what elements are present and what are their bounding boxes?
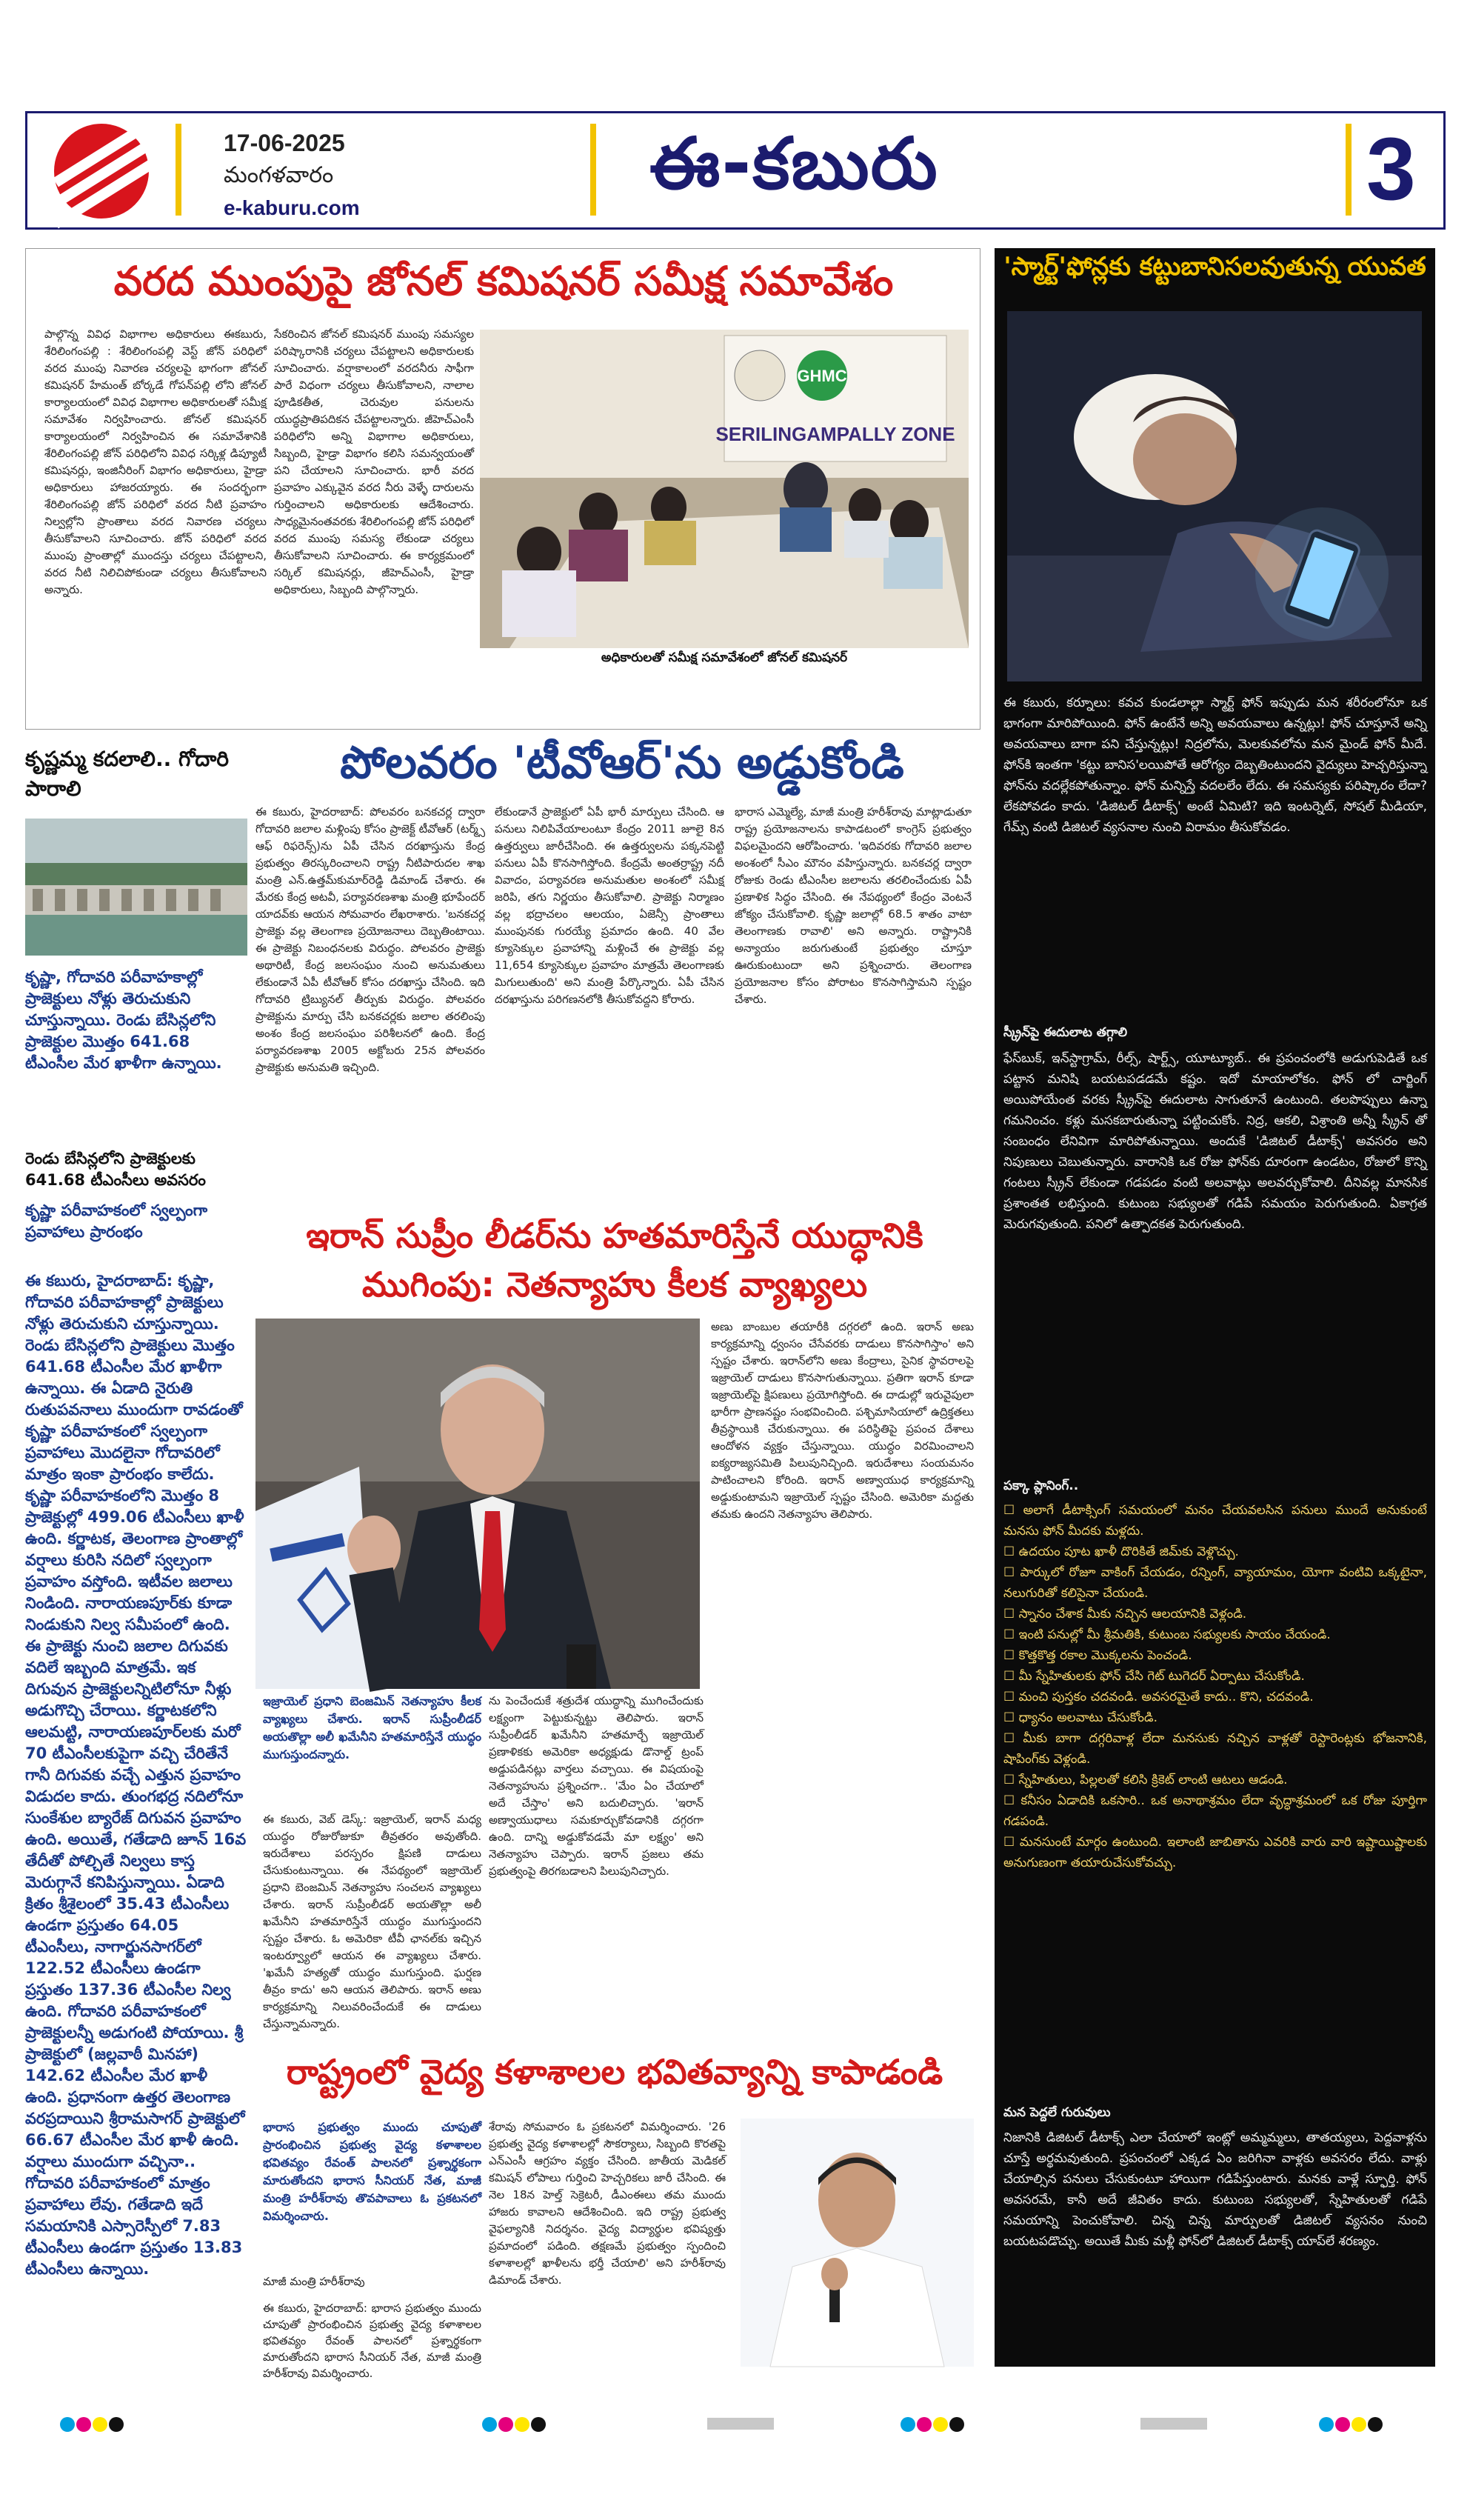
print-color-bar [481,2416,600,2436]
print-color-bar [900,2416,1018,2436]
site-url[interactable]: e-kaburu.com [224,196,360,219]
sidebar-checklist [1003,1500,1427,2093]
dam-illustration [25,819,247,956]
story-netanyahu-headline[interactable]: ఇరాన్ సుప్రీం లీడర్‌ను హతమారిస్తేనే యుద్ధానికి ముగింపు: నెతన్యాహు కీలక వ్యాఖ్యలు [306,1216,923,1304]
left-column-para3: కృష్ణా పరీవాహకంలో స్వల్పంగా ప్రవాహాలు ప్రారంభం [25,1201,208,1241]
print-color-bar [59,2416,178,2436]
checklist-text: ధ్యానం అలవాటు చేసుకోండి. [1018,1710,1158,1725]
site-logo[interactable] [54,124,149,219]
print-gray-bar [707,2418,774,2430]
story-zonal-review-col1: పాల్గొన్న వివిధ విభాగాల అధికారులు ఈకబురు, శేరిలింగంపల్లి : శేరిలింగంపల్లి వెస్ట్ జోన్ పరిధిలో వరద ముంపు నివారణ చర్యలపై భాగంగా జోనల్ కమిషనర్ హేమంత్ బోర్కడే గోపన్‌పల్లి లోని జోనల్ కార్యాలయంలో వివిధ విభాగాల అధికారులతో సమీక్ష సమావేశం నిర్వహించారు. జోనల్ కమిషనర్ కార్యాలయంలో నిర్వహించిన ఈ సమావేశానికి శేరిలింగంపల్లి జోన్ పరిధిలోని వివిధ సర్కిళ్ల డిప్యూటీ కమిషనర్లు, ఇంజినీరింగ్ విభాగం అధికారులు, హైడ్రా అధికారులు హాజరయ్యారు. ఈ సందర్భంగా శేరిలింగంపల్లి జోన్ పరిధిలో వరద నీటి ప్రవాహం నిల్వల్లోని ప్రాంతాలు వరద నివారణ చర్యలు తీసుకోవాలని సూచించారు. జోన్ పరిధిలో వరద ముంపు ప్రాంతాల్లో ముందస్తు చర్యలు చేపట్టాలని, వరద నీటి నిలిచిపోకుండా చర్యలు తీసుకోవాలని అన్నారు. [44,327,267,596]
checklist-item: ☐ కొత్తకొత్త రకాల మొక్కలను పెంచండి. [1003,1648,1192,1663]
left-column-headline[interactable]: కృష్ణమ్మ కదలాలి.. గోదారి పారాలి [25,747,229,801]
checklist-text: స్నానం చేశాక మీకు నచ్చిన ఆలయానికి వెళ్లండి. [1018,1607,1247,1621]
story-polavaram-col3: భారాస ఎమ్మెల్యే, మాజీ మంత్రి హరీశ్‌రావు మాట్లాడుతూ రాష్ట్ర ప్రయోజనాలను కాపాడటంలో కాంగ్రెస్ ప్రభుత్వం విఫలమైందని ఆరోపించారు. 'ఇదివరకు గోదావరి జలాల అంశంలో సీఎం మౌనం వహిస్తున్నారు. బనకచర్ల ద్వారా రోజుకు రెండు టీఎంసీల జలాలను తరలించేందుకు ఏపీ ప్రణాళిక సిద్ధం చేసింది. ఈ నేపథ్యంలో కేంద్రం వెంటనే జోక్యం చేసుకోవాలి. కృష్ణా జలాల్లో 68.5 శాతం వాటా తెలంగాణకు రావాలి' అని అన్నారు. రాష్ట్రానికి అన్యాయం జరుగుతుంటే ప్రభుత్వం చూస్తూ ఊరుకుంటుందా అని ప్రశ్నించారు. తెలంగాణ ప్రయోజనాల కోసం పోరాటం కొనసాగిస్తామని స్పష్టం చేశారు. [735,805,972,1006]
story-medical-colleges-col1: ఈ కబురు, హైదరాబాద్: భారాస ప్రభుత్వం ముందు చూపుతో ప్రారంభించిన ప్రభుత్వ వైద్య కళాశాలల భవితవ్యం రేవంత్ పాలనలో ప్రశ్నార్థకంగా మారుతోందని భారాస సీనియర్ నేత, మాజీ మంత్రి హరీశ్‌రావు విమర్శించారు. [263,2301,481,2380]
checklist-text: కనీసం ఏడాదికి ఒకసారి.. ఒక అనాథాశ్రమం లేదా వృద్ధాశ్రమంలో ఒక రోజు పూర్తిగా గడపండి. [1003,1793,1427,1829]
sidebar-intro: ఈ కబురు, కర్నూలు: కవచ కుండలాల్లా స్మార్ట్ ఫోన్ ఇప్పుడు మన శరీరంలోనూ ఒక భాగంగా మారిపోయింది. ఫోన్ ఉంటేనే అన్ని అవయవాలు ఉన్నట్లు! ఫోన్ చూస్తూనే అన్ని అవయవాలు బాగా పని చేస్తున్నట్లు! నిద్రలోను, మెలకువలోను మన మైండ్ ఫోన్ మీదే. ఫోన్‌కి ఇంతగా 'కట్టు బానిస'లయిపోతే ఆరోగ్యం దెబ్బతింటుందని వైద్యులు హెచ్చరిస్తున్నా ఫోన్‌ను వదల్లేకపోతున్నాం. ఫోన్ మన్నిస్తే వదలలేం లేదు. ఈ సమస్యకు పరిష్కారం లేదా? లేకపోవడం కాదు. 'డిజిటల్ డీటాక్స్' అంటే ఏమిటి? ఇది ఇంటర్నెట్, సోషల్ మీడియా, గేమ్స్ వంటి డిజిటల్ వ్యసనాల నుంచి విరామం తీసుకోవడం. [1003,696,1427,835]
story-polavaram-col2: లేకుండానే ప్రాజెక్టులో ఏపీ భారీ మార్పులు చేసింది. ఆ పనులు నిలిపివేయాలంటూ కేంద్రం 2011 జూలై 8న ఉత్తర్వులు జారీచేసింది. ఈ ఉత్తర్వులను పక్కనపెట్టి పనులు ఏపీ కొనసాగిస్తోంది. కేంద్రమే అంతర్రాష్ట్ర నదీ వివాదం, పర్యావరణ అనుమతుల అంశంలో సమీక్ష జరిపి, తగు నిర్ణయం తీసుకోవాలి. ప్రాజెక్టు నిర్మాణం వల్ల భద్రాచలం ఆలయం, ఏజెన్సీ ప్రాంతాలు ముంపునకు గురయ్యే ప్రమాదం ఉంది. 40 వేల క్యూసెక్కుల ప్రవాహాన్ని మళ్లించే ఈ ప్రాజెక్టు వల్ల 11,654 క్యూసెక్కుల ప్రవాహం మాత్రమే తెలంగాణకు మిగులుతుంది' అని మంత్రి పేర్కొన్నారు. ఏపీ చేసిన దరఖాస్తును పరిగణనలోకి తీసుకోవద్దని కోరారు. [495,805,724,1006]
story-medical-colleges-headline[interactable]: రాష్ట్రంలో వైద్య కళాశాలల భవితవ్యాన్ని కాపాడండి [286,2052,943,2092]
sidebar-headline[interactable]: 'స్మార్ట్'ఫోన్లకు కట్టుబానిసలవుతున్న యువత [1003,252,1426,281]
portrait-illustration [741,2119,974,2367]
masthead-divider [1346,124,1352,216]
checklist-text: మీకు బాగా దగ్గరివాళ్ల లేదా మనసుకు నచ్చిన వాళ్లతో రెస్టారెంట్లకు భోజనానికి, షాపింగ్‌కు వెళ్లండి. [1003,1731,1427,1767]
netanyahu-photo [255,1319,700,1689]
sidebar-subhead-screen: స్క్రీన్‌పై ఈదులాట తగ్గాలి [1003,1025,1128,1040]
dam-photo [25,819,247,956]
masthead-divider [590,124,596,216]
sidebar-body-elders: నిజానికి డిజిటల్ డీటాక్స్ ఎలా చేయాలో ఇంట్లో అమ్మమ్మలు, తాతయ్యలు, పెద్దవాళ్లను చూస్తే అర్థమవుతుంది. ప్రపంచంలో ఎక్కడ ఏం జరిగినా వాళ్లకు అవసరం లేదు. వాళ్లు చేయాల్సిన పనులు చేసుకుంటూ హాయిగా గడిపేస్తుంటారు. మనకు వాళ్లే స్ఫూర్తి. ఫోన్ అవసరమే, కానీ అదే జీవితం కాదు. కుటుంబ సభ్యులతో, స్నేహితులతో గడిపే సమయాన్ని పెంచుకోవాలి. చిన్న చిన్న మార్పులతో డిజిటల్ వ్యసనం నుంచి బయటపడొచ్చు. అయితే మీకు మళ్లీ ఫోన్‌లో డిజిటల్ డీటాక్స్ యాప్‌లే శరణ్యం. [1003,2130,1427,2249]
story-zonal-review-col2: సేకరించిన జోనల్ కమిషనర్ ముంపు సమస్యల పరిష్కారానికి చర్యలు చేపట్టాలని అధికారులకు సూచించారు. వర్షాకాలంలో వరదనీరు సాఫీగా పారే విధంగా చర్యలు తీసుకోవాలని, నాలాల పూడికతీత, చెరువుల పనులను యుద్ధప్రాతిపదికన చేపట్టాలన్నారు. జీహెచ్ఎంసీ పరిధిలోని అన్ని విభాగాల అధికారులు, సిబ్బంది, హైడ్రా విభాగం కలిసి సమన్వయంతో పని చేయాలని సూచించారు. భారీ వరద ప్రవాహం ఎక్కువైన వరద నీరు వెళ్ళే దారులను గుర్తించాలని అధికారులకు ఆదేశించారు. సాధ్యమైనంతవరకు శేరిలింగంపల్లి జోన్ పరిధిలో వరద ముంపు సమస్య లేకుండా చర్యలు తీసుకోవాలని సూచించారు. ఈ కార్యక్రమంలో సర్కిల్ కమిషనర్లు, జీహెచ్ఎంసీ, హైడ్రా అధికారులు, సిబ్బంది పాల్గొన్నారు. [274,327,474,596]
story-zonal-review-headline[interactable]: వరద ముంపుపై జోనల్ కమిషనర్ సమీక్ష సమావేశం [113,258,894,304]
checklist-item: ☐ మంచి పుస్తకం చదవండి. అవసరమైతే కాదు.. కొని, చదవండి. [1003,1690,1314,1704]
story-medical-colleges-lead: భారాస ప్రభుత్వం ముందు చూపుతో ప్రారంభించిన ప్రభుత్వ వైద్య కళాశాలల భవితవ్యం రేవంత్ పాలనలో ప్రశ్నార్థకంగా మారుతోందని భారాస సీనియర్ నేత, మాజీ మంత్రి హరీశ్‌రావు తొవపావాలు ఓ ప్రకటనలో విమర్శించారు. [263,2120,481,2223]
checklist-item: ☐ మీకు బాగా దగ్గరివాళ్ల లేదా మనసుకు నచ్చిన వాళ్లతో రెస్టారెంట్లకు భోజనానికి, షాపింగ్‌కు వెళ్లండి. [1003,1731,1427,1767]
sidebar-illustration [1007,311,1422,681]
checklist-item: ☐ మనసుంటే మార్గం ఉంటుంది. ఇలాంటి జాబితాను ఎవరికి వారు వారి ఇష్టాయిష్టాలకు అనుగుణంగా తయారుచేసుకోవచ్చు. [1003,1835,1427,1870]
sidebar-body-screen: ఫేస్‌బుక్, ఇన్‌స్టాగ్రామ్, రీల్స్, షార్ట్స్, యూట్యూబ్.. ఈ ప్రపంచంలోకి అడుగుపెడితే ఒక పట్టాన మనిషి బయటపడడమే కష్టం. ఇదో మాయాలోకం. ఫోన్ లో చార్జింగ్ అయిపోయేంత వరకు స్క్రీన్‌పై ఈదులాట సాగుతూనే ఉంటుంది. తలపొప్పులు ఉన్నా గమనించం. కళ్లు మసకబారుతున్నా పట్టించుకోం. నిద్ర, ఆకలి, విశ్రాంతి అన్నీ స్క్రీన్ తో సంబంధం లేనివిగా మారిపోతున్నాయి. అందుకే 'డిజిటల్ డీటాక్స్' అవసరం అని నిపుణులు చెబుతున్నారు. వారానికి ఒక రోజు ఫోన్‌కు దూరంగా ఉండటం, రోజులో కొన్ని గంటలు స్క్రీన్ లేకుండా గడపడం వంటి అలవాట్లు అలవర్చుకోవాలి. దీనివల్ల మానసిక ప్రశాంతత లభిస్తుంది. కుటుంబ సభ్యులతో గడిపే సమయం పెరుగుతుంది. ఏకాగ్రత మెరుగవుతుంది. పనిలో ఉత్పాదకత పెరుగుతుంది. [1003,1051,1427,1232]
checklist-text: ఉదయం పూట ఖాళీ దొరికితే జిమ్‌కు వెళ్లొచ్చు. [1018,1544,1239,1559]
checklist-item: ☐ కనీసం ఏడాదికి ఒకసారి.. ఒక అనాథాశ్రమం లేదా వృద్ధాశ్రమంలో ఒక రోజు పూర్తిగా గడపండి. [1003,1793,1427,1829]
issue-weekday: మంగళవారం [224,162,334,188]
meeting-illustration [480,330,969,648]
speaker-illustration [255,1319,700,1689]
story-polavaram-headline[interactable]: పోలవరం 'టీవోఆర్'ను అడ్డుకోండి [340,737,904,789]
sidebar-subhead-elders: మన పెద్దలే గురువులు [1003,2105,1111,2120]
checklist-text: పార్కులో రోజూ వాకింగ్ చేయడం, రన్నింగ్, వ్యాయామం, యోగా వంటివి ఒక్కటైనా, నలుగురితో కలిసైనా చేయండి. [1003,1565,1427,1601]
masthead [25,111,1446,230]
checklist-item: ☐ అలాగే డీటాక్సింగ్ సమయంలో మనం చేయవలసిన పనులు ముందే అనుకుంటే మనసు ఫోన్ మీదకు మళ్లదు. [1003,1503,1427,1539]
left-column-para2: రెండు బేసిన్లలోని ప్రాజెక్టులకు 641.68 టీఎంసీలు అవసరం [25,1150,206,1189]
checklist-item: ☐ స్నానం చేశాక మీకు నచ్చిన ఆలయానికి వెళ్లండి. [1003,1607,1247,1621]
print-gray-bar [1140,2418,1207,2430]
checklist-text: మీ స్నేహితులకు ఫోన్ చేసి గెట్ టుగెదర్ ఏర్పాటు చేసుకోండి. [1018,1669,1305,1684]
print-color-bar [1318,2416,1437,2436]
checklist-item: ☐ ధ్యానం అలవాటు చేసుకోండి. [1003,1710,1158,1725]
checklist-text: కొత్తకొత్త రకాల మొక్కలను పెంచండి. [1018,1648,1192,1663]
ghmc-logo-text: GHMC [797,367,847,385]
checklist-item: ☐ ఉదయం పూట ఖాళీ దొరికితే జిమ్‌కు వెళ్లొచ్చు. [1003,1544,1239,1559]
story-medical-colleges-col2: శేరావు సోమవారం ఓ ప్రకటనలో విమర్శించారు. '26 ప్రభుత్వ వైద్య కళాశాలల్లో సౌకర్యాలు, సిబ్బంది కొరతపై ఎన్ఎంసీ ఆగ్రహం వ్యక్తం చేసింది. జాతీయ మెడికల్ కమిషన్ లోపాలు గుర్తించి హెచ్చరికలు జారీ చేసింది. ఈ నెల 18న హెల్త్ సెక్రెటరీ, డీఎంఈలు తమ ముందు హాజరు కావాలని ఆదేశించింది. ఇది రాష్ట్ర ప్రభుత్వ వైఫల్యానికి నిదర్శనం. వైద్య విద్యార్థుల భవిష్యత్తు ప్రమాదంలో పడింది. తక్షణమే ప్రభుత్వం స్పందించి కళాశాలల్లో ఖాళీలను భర్తీ చేయాలి' అని హరీశ్‌రావు డిమాండ్ చేశారు. [489,2120,726,2287]
brand-name: ఈ-కబురు [649,122,939,205]
zone-sign-text: SERILINGAMPALLY ZONE [715,423,955,445]
zonal-meeting-caption: అధికారులతో సమీక్ష సమావేశంలో జోనల్ కమిషనర్ [601,650,848,665]
checklist-item: ☐ స్నేహితులు, పిల్లలతో కలిసి క్రికెట్ లాంటి ఆటలు ఆడండి. [1003,1773,1288,1787]
netanyahu-photo-caption: ఇజ్రాయెల్ ప్రధాని బెంజమిన్ నెతన్యాహు కీలక వ్యాఖ్యలు చేశారు. ఇరాన్ సుప్రీంలీడర్ అయతొల్లా అలీ ఖమేనీని హతమారిస్తేనే యుద్ధం ముగుస్తుందన్నారు. [263,1694,481,1761]
checklist-text: స్నేహితులు, పిల్లలతో కలిసి క్రికెట్ లాంటి ఆటలు ఆడండి. [1018,1773,1288,1787]
masthead-divider [176,124,181,216]
story-medical-colleges-byline: మాజీ మంత్రి హరీశ్‌రావు [263,2275,365,2288]
checklist-item: ☐ ఇంటి పనుల్లో మీ శ్రీమతికి, కుటుంబ సభ్యులకు సాయం చేయండి. [1003,1627,1331,1642]
story-polavaram-col1: ఈ కబురు, హైదరాబాద్: పోలవరం బనకచర్ల ద్వారా గోదావరి జలాల మళ్లింపు కోసం ప్రాజెక్ట్ టీవోఆర్ (టర్మ్స్ ఆఫ్ రిఫరెన్స్)ను ఏపీ చేసిన దరఖాస్తును కేంద్ర ప్రభుత్వం తిరస్కరించాలని రాష్ట్ర నీటిపారుదల శాఖ మంత్రి ఎన్.ఉత్తమ్‌కుమార్‌రెడ్డి డిమాండ్ చేశారు. ఈ మేరకు కేంద్ర అటవీ, పర్యావరణశాఖ మంత్రి భూపేందర్ యాదవ్‌కు ఆయన సోమవారం లేఖరాశారు. 'బనకచర్ల ప్రాజెక్టు వల్ల తెలంగాణ ప్రయోజనాలు దెబ్బతింటాయి. ఈ ప్రాజెక్టు నిబంధనలకు విరుద్ధం. పోలవరం ప్రాజెక్టు అథారిటీ, కేంద్ర జలసంఘం నుంచి అనుమతులు లేకుండానే ఏపీ టీవోఆర్ కోసం దరఖాస్తు చేసింది. ఇది గోదావరి ట్రిబ్యునల్ తీర్పుకు విరుద్ధం. పోలవరం ప్రాజెక్టును మార్పు చేసి బనకచర్లకు జలాల తరలింపు అంశం కేంద్ర జలసంఘం పరిశీలనలో ఉంది. కేంద్ర పర్యావరణశాఖ 2005 అక్టోబరు 25న పోలవరం ప్రాజెక్టుకు అనుమతి ఇచ్చింది. [255,805,485,1074]
checklist-item: ☐ పార్కులో రోజూ వాకింగ్ చేయడం, రన్నింగ్, వ్యాయామం, యోగా వంటివి ఒక్కటైనా, నలుగురితో కలిసైనా చేయండి. [1003,1565,1427,1601]
checklist-text: మనసుంటే మార్గం ఉంటుంది. ఇలాంటి జాబితాను ఎవరికి వారు వారి ఇష్టాయిష్టాలకు అనుగుణంగా తయారుచేసుకోవచ్చు. [1003,1835,1427,1870]
sleeping-phone-illustration [1007,311,1422,681]
checklist-text: అలాగే డీటాక్సింగ్ సమయంలో మనం చేయవలసిన పనులు ముందే అనుకుంటే మనసు ఫోన్ మీదకు మళ్లదు. [1003,1503,1427,1539]
story-netanyahu-col2: ను పెంచేందుకే శత్రుదేశ యుద్ధాన్ని ముగించేందుకు లక్ష్యంగా పెట్టుకున్నట్టు తెలిపారు. ఇరాన్ సుప్రీంలీడర్ ఖమేనీని హతమార్చే ఇజ్రాయెల్ ప్రణాళికకు అమెరికా అధ్యక్షుడు డొనాల్డ్ ట్రంప్ అడ్డుపడినట్లు వార్తలు వచ్చాయి. ఈ విషయంపై నెతన్యాహును ప్రశ్నించగా.. 'మేం ఏం చేయాలో అదే చేస్తాం' అని బదులిచ్చారు. 'ఇరాన్ అణ్వాయుధాలు సమకూర్చుకోవడానికి దగ్గరగా ఉంది. దాన్ని అడ్డుకోవడమే మా లక్ష్యం' అని నెతన్యాహు చెప్పారు. ఇరాన్ ప్రజలు తమ ప్రభుత్వంపై తిరగబడాలని పిలుపునిచ్చారు. [489,1694,704,1878]
checklist-item: ☐ మీ స్నేహితులకు ఫోన్ చేసి గెట్ టుగెదర్ ఏర్పాటు చేసుకోండి. [1003,1669,1305,1684]
left-column-para1: కృష్ణా, గోదావరి పరీవాహకాల్లో ప్రాజెక్టులు నోళ్లు తెరుచుకుని చూస్తున్నాయి. రెండు బేసిన్లలోని ప్రాజెక్టుల మొత్తం 641.68 టీఎంసీల మేర ఖాళీగా ఉన్నాయి. [25,968,222,1072]
harish-rao-photo [741,2119,974,2367]
story-netanyahu-col3: అణు బాంబుల తయారీకి దగ్గరలో ఉంది. ఇరాన్ అణు కార్యక్రమాన్ని ధ్వంసం చేసేవరకు దాడులు కొనసాగిస్తాం' అని స్పష్టం చేశారు. ఇరాన్‌లోని అణు కేంద్రాలు, సైనిక స్థావరాలపై ఇజ్రాయెల్ దాడులు కొనసాగుతున్నాయి. ప్రతిగా ఇరాన్ కూడా ఇజ్రాయెల్‌పై క్షిపణులు ప్రయోగిస్తోంది. ఈ దాడుల్లో ఇరువైపులా భారీగా ప్రాణనష్టం సంభవించింది. పశ్చిమాసియాలో ఉద్రిక్తతలు తీవ్రస్థాయికి చేరుకున్నాయి. ఈ పరిస్థితిపై ప్రపంచ దేశాలు ఆందోళన వ్యక్తం చేస్తున్నాయి. యుద్ధం విరమించాలని ఐక్యరాజ్యసమితి పిలుపునిచ్చింది. ఇరుదేశాలు సంయమనం పాటించాలని కోరింది. ఇరాన్ అణ్వాయుధ కార్యక్రమాన్ని అడ్డుకుంటామని ఇజ్రాయెల్ స్పష్టం చేసింది. అమెరికా మద్దతు తమకు ఉందని నెతన్యాహు తెలిపారు. [711,1320,974,1521]
page-number: 3 [1366,119,1416,219]
zonal-meeting-photo [480,330,969,648]
story-netanyahu-col1: ఈ కబురు, వెబ్ డెస్క్: ఇజ్రాయెల్, ఇరాన్ మధ్య యుద్ధం రోజురోజుకూ తీవ్రతరం అవుతోంది. ఇరుదేశాలు పరస్పరం క్షిపణి దాడులు చేసుకుంటున్నాయి. ఈ నేపథ్యంలో ఇజ్రాయెల్ ప్రధాని బెంజమిన్ నెతన్యాహు సంచలన వ్యాఖ్యలు చేశారు. ఇరాన్ సుప్రీంలీడర్ అయతొల్లా అలీ ఖమేనీని హతమారిస్తేనే యుద్ధం ముగుస్తుందని స్పష్టం చేశారు. ఓ అమెరికా టీవీ ఛానల్‌కు ఇచ్చిన ఇంటర్వ్యూలో ఆయన ఈ వ్యాఖ్యలు చేశారు. 'ఖమేనీ హత్యతో యుద్ధం ముగుస్తుంది. ఘర్షణ తీవ్రం కాదు' అని ఆయన తెలిపారు. ఇరాన్ అణు కార్యక్రమాన్ని నిలువరించేందుకే ఈ దాడులు చేస్తున్నామన్నారు. [263,1813,481,2030]
left-column-body: ఈ కబురు, హైదరాబాద్: కృష్ణా, గోదావరి పరీవాహకాల్లో ప్రాజెక్టులు నోళ్లు తెరుచుకుని చూస్తున్నాయి. రెండు బేసిన్లలోని ప్రాజెక్టులు మొత్తం 641.68 టీఎంసీల మేర ఖాళీగా ఉన్నాయి. ఈ ఏడాది నైరుతి రుతుపవనాలు ముందుగా రావడంతో కృష్ణా పరీవాహకంలో స్వల్పంగా ప్రవాహాలు మొదలైనా గోదావరిలో మాత్రం ఇంకా ప్రారంభం కాలేదు. కృష్ణా పరీవాహకంలోని మొత్తం 8 ప్రాజెక్టుల్లో 499.06 టీఎంసీలు ఖాళీ ఉంది. కర్ణాటక, తెలంగాణ ప్రాంతాల్లో వర్షాలు కురిసి నదిలో స్వల్పంగా ప్రవాహం వస్తోంది. ఇటీవల జలాలు నిండింది. నారాయణపూర్‌కు కూడా నిండుకుని నిల్వ సమీపంలో ఉంది. ఈ ప్రాజెక్టు నుంచి జలాల దిగువకు వదిలే ఇబ్బంది మాత్రమే. ఇక దిగువున ప్రాజెక్టులన్నిటిలోనూ నీళ్లు అడుగొచ్చి చేరాయి. కర్ణాటకలోని ఆలమట్టి, నారాయణపూర్‌లకు మరో 70 టీఎంసీలకుపైగా వచ్చి చేరితేనే గానీ దిగువకు వచ్చే ఎత్తున ప్రవాహం విడుదల కాదు. తుంగభద్ర నదిలోనూ సుంకేశుల బ్యారేజ్ దిగువన ప్రవాహం ఉంది. అయితే, గతేడాది జూన్ 16వ తేదీతో పోల్చితే నిల్వలు కాస్త మెరుగ్గానే కనిపిస్తున్నాయి. ఏడాది క్రితం శ్రీశైలంలో 35.43 టీఎంసీలు ఉండగా ప్రస్తుతం 64.05 టీఎంసీలు, నాగార్జునసాగర్‌లో 122.52 టీఎంసీలు ఉండగా ప్రస్తుతం 137.36 టీఎంసీల నిల్వ ఉంది. గోదావరి పరీవాహకంలో ప్రాజెక్టులన్నీ అడుగంటి పోయాయి. శ్రీ ప్రాజెక్టులో (జల్లవాఠీ మినహా) 142.62 టీఎంసీల మేర ఖాళీ ఉంది. ప్రధానంగా ఉత్తర తెలంగాణ వరప్రదాయిని శ్రీరామసాగర్ ప్రాజెక్టులో 66.67 టీఎంసీల మేర ఖాళీ ఉంది. వర్షాలు ముందుగా వచ్చినా.. గోదావరి పరీవాహకంలో మాత్రం ప్రవాహాలు లేవు. గతేడాది ఇదే సమయానికి ఎస్సారెస్పీలో 7.83 టీఎంసీలు ఉండగా ప్రస్తుతం 13.83 టీఎంసీలు ఉన్నాయి. [25,1272,247,2278]
sidebar-subhead-planning: పక్కా ప్లానింగ్.. [1003,1479,1079,1493]
checklist-text: ఇంటి పనుల్లో మీ శ్రీమతికి, కుటుంబ సభ్యులకు సాయం చేయండి. [1018,1627,1331,1642]
issue-date: 17-06-2025 [224,130,345,156]
checklist-text: మంచి పుస్తకం చదవండి. అవసరమైతే కాదు.. కొని, చదవండి. [1018,1690,1314,1704]
